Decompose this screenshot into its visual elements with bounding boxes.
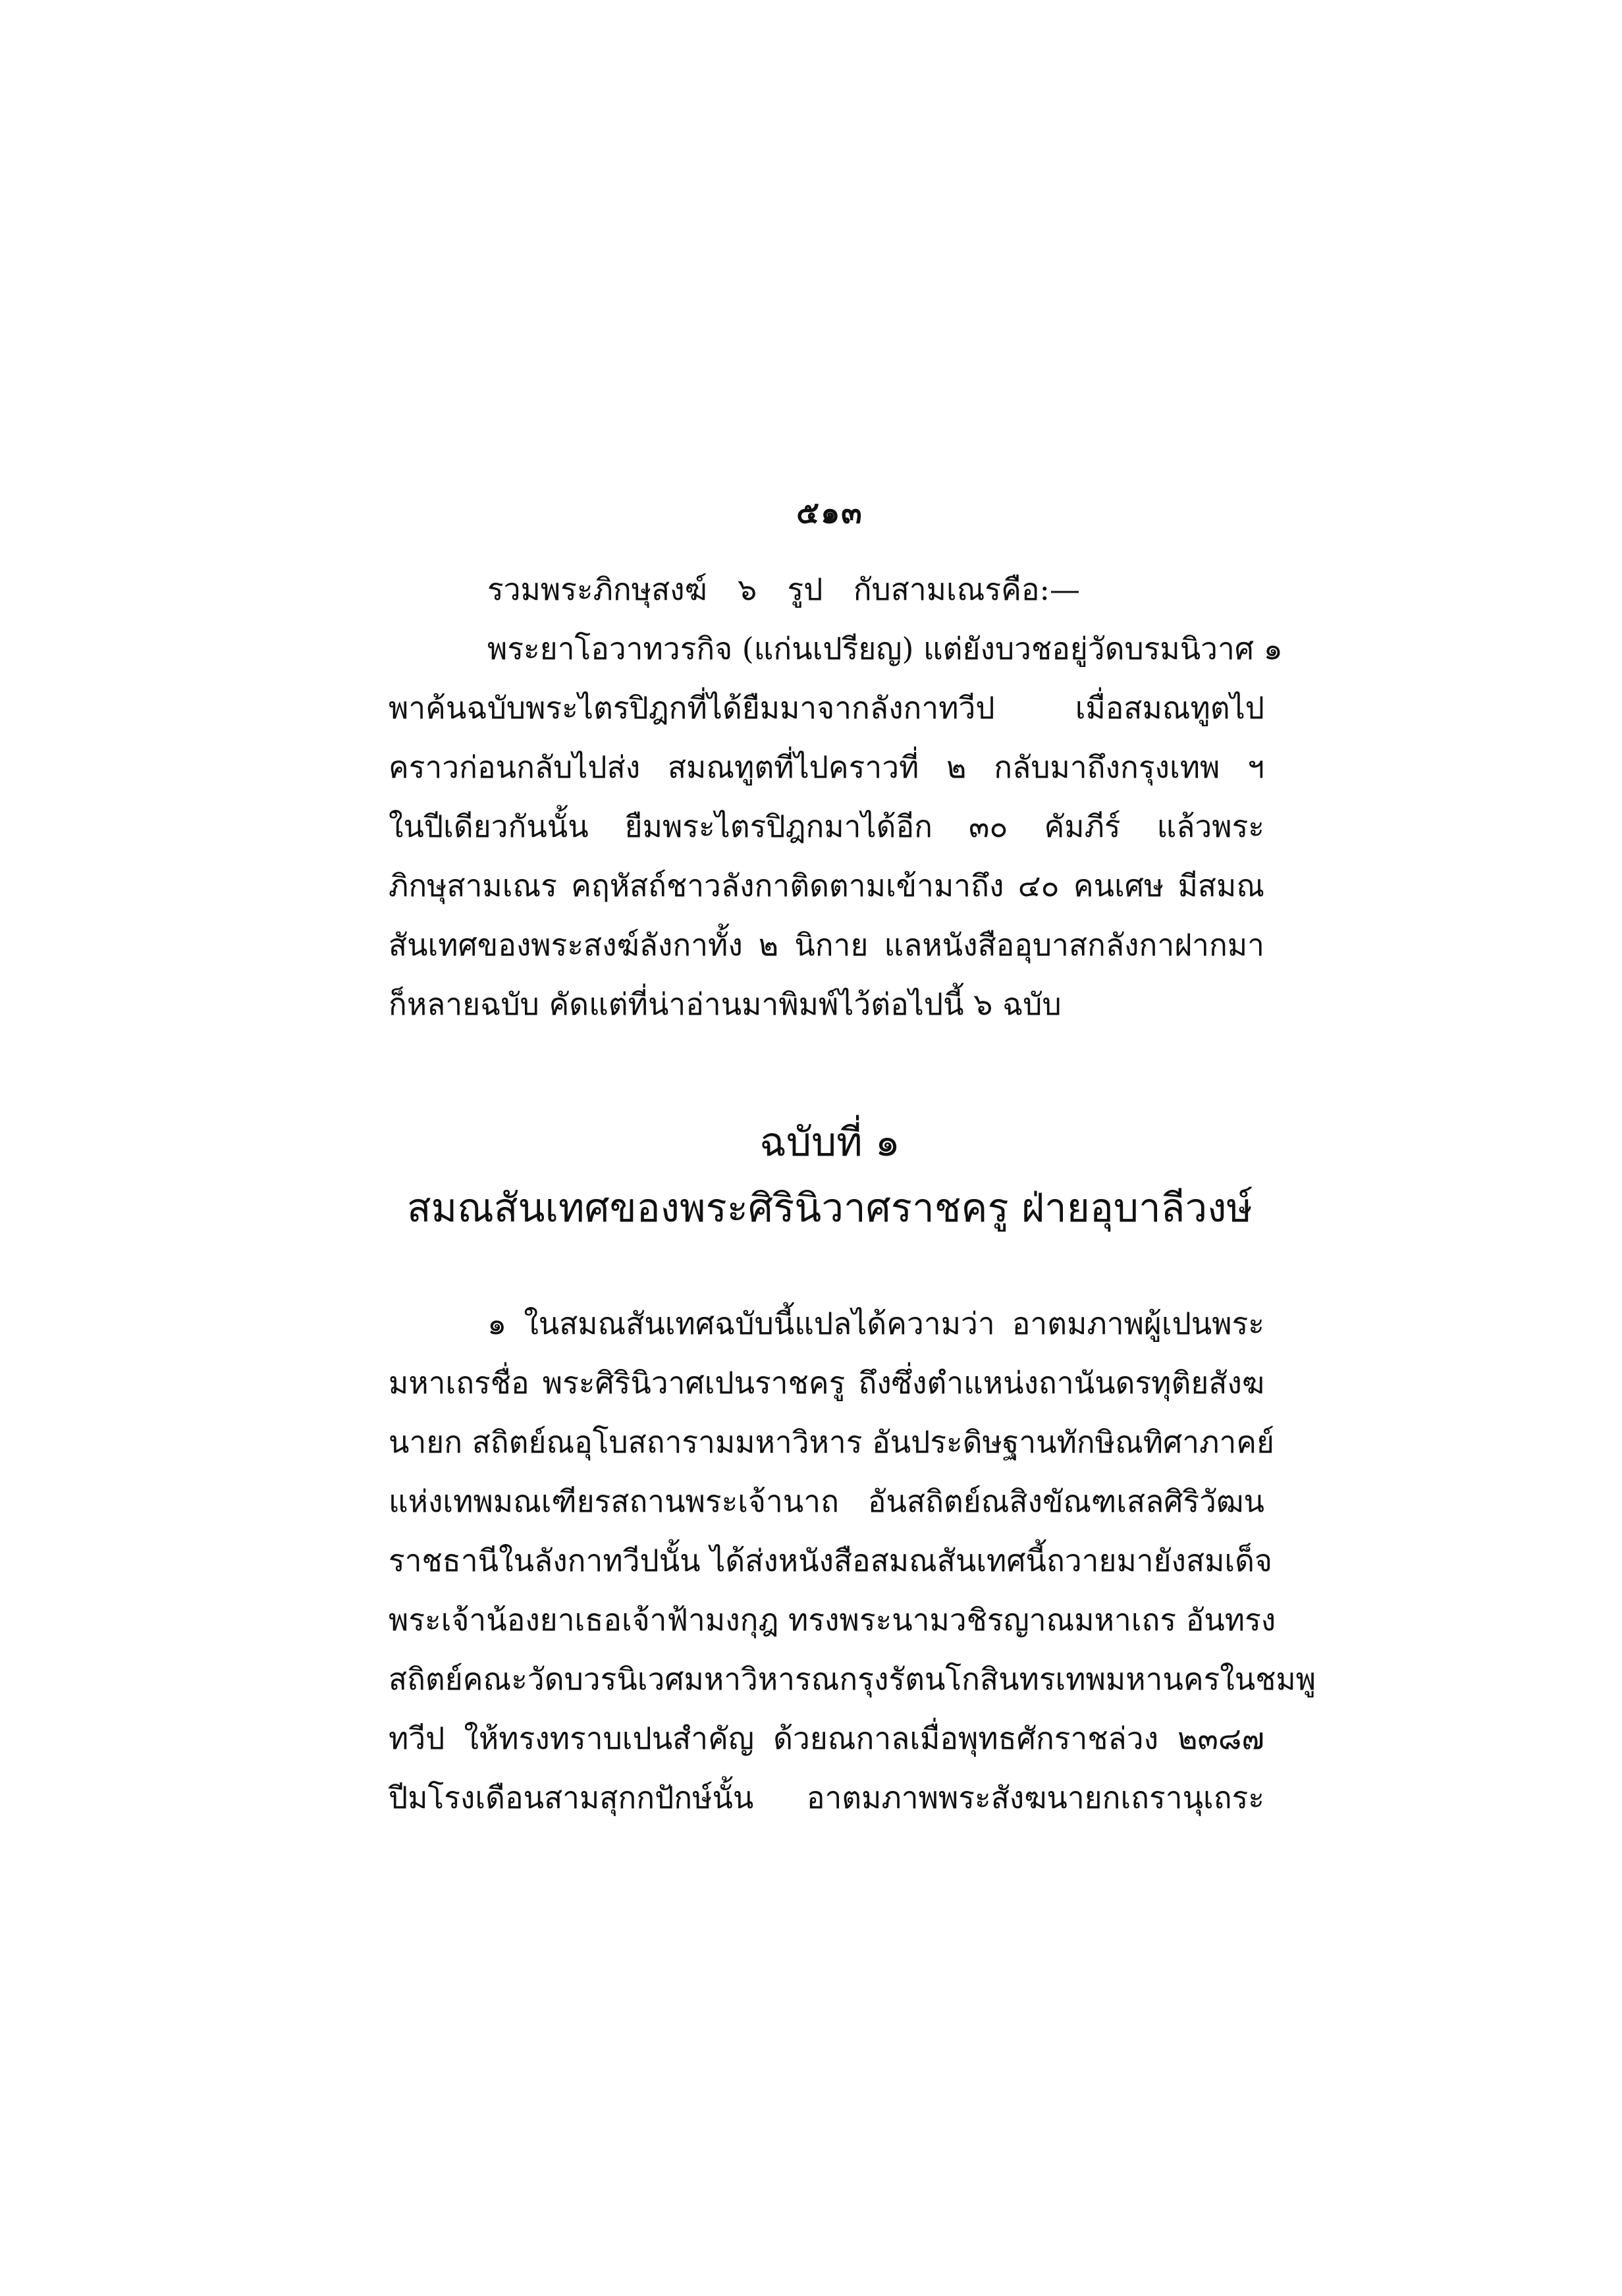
intro-line: คราวก่อนกลับไปส่ง สมณทูตที่ไปคราวที่ ๒ กลับมาถึงกรุงเทพ ฯ [389, 749, 1264, 785]
body-line: พระเจ้าน้องยาเธอเจ้าฟ้ามงกุฎ ทรงพระนามวชิรญาณมหาเถร อันทรง [389, 1602, 1276, 1638]
section-number-heading: ฉบับที่ ๑ [759, 1119, 900, 1165]
body-line: นายก สถิตย์ณอุโบสถารามมหาวิหาร อันประดิษฐานทักษิณทิศาภาคย์ [389, 1424, 1275, 1460]
body-line: ทวีป ให้ทรงทราบเปนสำคัญ ด้วยณกาลเมื่อพุทธศักราชล่วง ๒๓๘๗ [389, 1721, 1264, 1756]
intro-line: พระยาโอวาทวรกิจ (แก่นเปรียญ) แต่ยังบวชอยู่วัดบรมนิวาศ ๑ [487, 631, 1283, 666]
body-line: ราชธานีในลังกาทวีปนั้น ได้ส่งหนังสือสมณสันเทศนี้ถวายมายังสมเด็จ [389, 1543, 1272, 1578]
body-line: มหาเถรชื่อ พระศิรินิวาศเปนราชครู ถึงซึ่งตำแหน่งถานันดรทุติยสังฆ [389, 1365, 1264, 1401]
body-line: ๑ ในสมณสันเทศฉบับนี้แปลได้ความว่า อาตมภาพผู้เปนพระ [487, 1306, 1264, 1341]
page-number: ๕๑๓ [796, 494, 863, 530]
body-line: แห่งเทพมณเฑียรสถานพระเจ้านาถ อันสถิตย์ณสิงขัณฑเสลศิริวัฒน [389, 1483, 1264, 1519]
intro-line: ภิกษุสามเณร คฤหัสถ์ชาวลังกาติดตามเข้ามาถึง ๔๐ คนเศษ มีสมณ [389, 868, 1264, 903]
body-paragraph [389, 1294, 1316, 1827]
section-title-heading: สมณสันเทศของพระศิรินิวาศราชครู ฝ่ายอุบาลีวงษ์ [407, 1185, 1253, 1231]
intro-line: พาค้นฉบับพระไตรปิฎกที่ได้ยืมมาจากลังกาทวีป เมื่อสมณทูตไป [389, 690, 1264, 726]
body-line: ปีมโรงเดือนสามสุกกปักษ์นั้น อาตมภาพพระสังฆนายกเถรานุเถระ [389, 1780, 1264, 1815]
intro-paragraph [389, 560, 1283, 1034]
body-line: สถิตย์คณะวัดบวรนิเวศมหาวิหารณกรุงรัตนโกสินทรเทพมหานครในชมพู [389, 1661, 1316, 1697]
intro-line: สันเทศของพระสงฆ์ลังกาทั้ง ๒ นิกาย แลหนังสืออุบาสกลังกาฝากมา [389, 927, 1264, 963]
intro-line: ก็หลายฉบับ คัดแต่ที่น่าอ่านมาพิมพ์ไว้ต่อไปนี้ ๖ ฉบับ [389, 986, 1062, 1022]
intro-line: ในปีเดียวกันนั้น ยืมพระไตรปิฎกมาได้อีก ๓๐ คัมภีร์ แล้วพระ [389, 809, 1264, 844]
intro-line: รวมพระภิกษุสงฆ์ ๖ รูป กับสามเณรคือ:— [487, 572, 1080, 607]
